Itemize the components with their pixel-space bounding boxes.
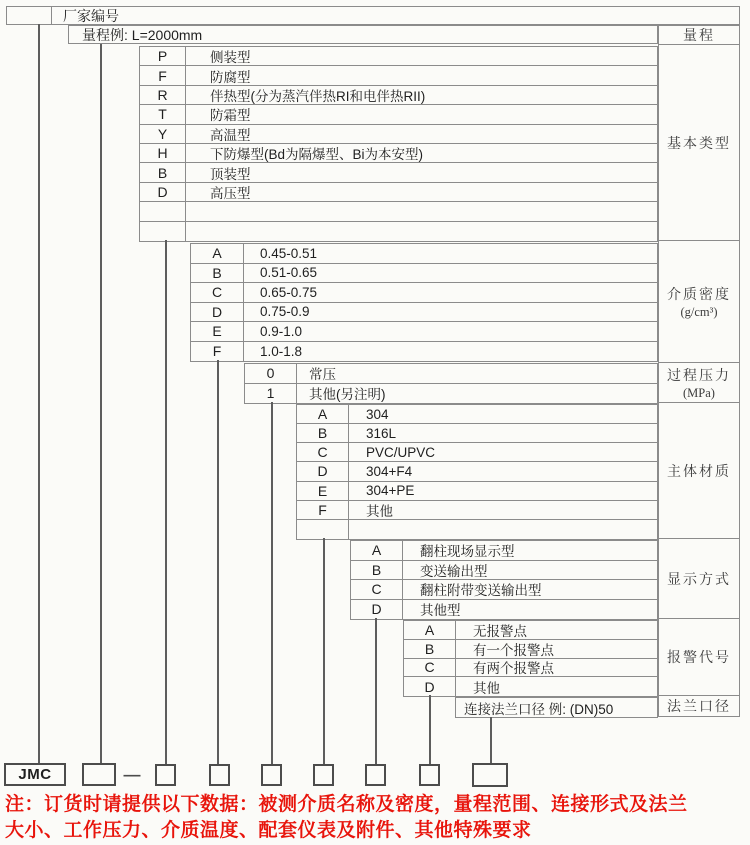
code-cell: E [297, 482, 349, 500]
factory-code-header [6, 6, 740, 25]
code-cell: A [404, 621, 456, 639]
table-row [351, 580, 657, 600]
table-row [297, 462, 657, 481]
table-row [140, 86, 657, 105]
table-alarm-code [403, 620, 658, 697]
connector-line [165, 240, 167, 764]
desc-cell: 1.0-1.8 [260, 343, 303, 359]
desc-cell: 其他型 [420, 603, 461, 619]
range-example-row [68, 25, 658, 44]
table-row [140, 183, 657, 202]
connector-line [271, 402, 273, 764]
desc-cell: 下防爆型(Bd为隔爆型、Bi为本安型) [210, 147, 424, 163]
code-cell: A [191, 244, 244, 263]
desc-cell [349, 520, 657, 539]
label-medium-density: 介质密度 (g/cm³) [659, 241, 739, 363]
code-cell: H [140, 144, 186, 162]
connector-line [323, 538, 325, 764]
code-cell: T [140, 105, 186, 123]
code-cell: F [140, 66, 186, 84]
table-row [404, 677, 657, 696]
table-row [351, 600, 657, 620]
code-cell: D [140, 183, 186, 201]
code-cell [297, 520, 349, 539]
code-cell [140, 202, 186, 220]
table-row [140, 163, 657, 182]
table-row [404, 659, 657, 678]
desc-cell: 高压型 [210, 185, 251, 201]
table-medium-density [190, 243, 658, 362]
code-cell: B [140, 163, 186, 181]
label-range: 量程 [659, 26, 739, 45]
desc-cell: 其他 [473, 680, 500, 696]
desc-cell: 翻柱附带变送输出型 [420, 583, 542, 599]
desc-cell: 其他(另注明) [309, 387, 386, 403]
desc-cell: 有两个报警点 [473, 661, 554, 677]
table-row [404, 640, 657, 659]
desc-cell: 0.45-0.51 [260, 245, 318, 261]
desc-cell: 0.9-1.0 [260, 323, 303, 339]
table-basic-type [139, 46, 658, 242]
table-row [191, 303, 657, 323]
table-process-pressure [244, 363, 658, 404]
connector-line [217, 360, 219, 764]
desc-cell: 其他 [366, 503, 393, 519]
model-prefix-box: JMC [4, 763, 66, 786]
desc-cell: 常压 [309, 367, 336, 383]
desc-cell: 侧装型 [210, 50, 251, 66]
desc-cell [186, 202, 657, 220]
table-row [245, 384, 657, 404]
code-cell: 1 [245, 384, 297, 404]
table-row [404, 621, 657, 640]
code-cell: B [297, 424, 349, 442]
table-row [351, 561, 657, 581]
table-row [297, 501, 657, 520]
code-box-flange-diameter [472, 763, 508, 787]
desc-cell: 316L [366, 425, 397, 441]
table-row [191, 264, 657, 284]
code-cell: E [191, 322, 244, 341]
desc-cell: 有一个报警点 [473, 642, 554, 658]
table-row [297, 405, 657, 424]
code-cell: P [140, 47, 186, 65]
code-box-body-material [313, 764, 334, 786]
connector-line [375, 618, 377, 764]
connector-line [100, 44, 102, 763]
code-cell: B [191, 264, 244, 283]
table-row [297, 424, 657, 443]
code-box-display-mode [365, 764, 386, 786]
flange-diameter-text: 连接法兰口径 例: (DN)50 [464, 701, 614, 717]
connector-line [429, 695, 431, 764]
code-cell: D [297, 462, 349, 480]
code-box-alarm-code [419, 764, 440, 786]
header-cell-divider [51, 7, 52, 24]
connector-line [38, 24, 40, 763]
code-cell: C [351, 580, 403, 599]
desc-cell: 0.75-0.9 [260, 304, 310, 320]
category-label-column [658, 25, 740, 717]
code-cell: C [191, 283, 244, 302]
table-body-material [296, 404, 658, 540]
code-cell: B [351, 561, 403, 580]
table-row [191, 342, 657, 362]
range-example-text: 量程例: L=2000mm [82, 26, 203, 43]
code-cell: B [404, 640, 456, 658]
dash-separator: — [123, 764, 141, 784]
code-cell: C [297, 443, 349, 461]
connector-line [490, 717, 492, 764]
code-cell: D [191, 303, 244, 322]
table-row [140, 125, 657, 144]
desc-cell: 变送输出型 [420, 563, 488, 579]
label-alarm-code: 报警代号 [659, 619, 739, 696]
table-row [140, 202, 657, 221]
desc-cell: 翻柱现场显示型 [420, 544, 515, 560]
table-row [297, 482, 657, 501]
desc-cell: 顶装型 [210, 166, 251, 182]
code-cell: C [404, 659, 456, 677]
table-display-mode [350, 540, 658, 620]
table-row [297, 443, 657, 462]
desc-cell: 304 [366, 406, 389, 422]
label-basic-type: 基本类型 [659, 45, 739, 241]
label-body-material: 主体材质 [659, 403, 739, 539]
table-row [191, 244, 657, 264]
code-cell: F [297, 501, 349, 519]
desc-cell: 304+F4 [366, 463, 413, 479]
code-box-medium-density [209, 764, 230, 786]
label-process-pressure: 过程压力 (MPa) [659, 363, 739, 403]
desc-cell: 304+PE [366, 483, 415, 499]
flange-diameter-row [455, 697, 658, 718]
code-cell: F [191, 342, 244, 362]
code-cell: Y [140, 125, 186, 143]
label-display-mode: 显示方式 [659, 539, 739, 619]
table-row [297, 520, 657, 539]
code-cell: D [404, 677, 456, 696]
label-flange-diameter: 法兰口径 [667, 700, 731, 715]
table-row [140, 222, 657, 241]
table-row [140, 47, 657, 66]
code-box-range [82, 763, 116, 786]
desc-cell: PVC/UPVC [366, 444, 436, 460]
desc-cell: 0.51-0.65 [260, 265, 318, 281]
code-cell: A [297, 405, 349, 423]
code-cell: 0 [245, 364, 297, 383]
table-row [140, 144, 657, 163]
desc-cell: 防霜型 [210, 108, 251, 124]
desc-cell: 0.65-0.75 [260, 284, 318, 300]
table-row [191, 322, 657, 342]
code-cell [140, 222, 186, 241]
table-row [191, 283, 657, 303]
code-box-process-pressure [261, 764, 282, 786]
table-row [140, 105, 657, 124]
desc-cell [186, 222, 657, 241]
code-box-basic-type [155, 764, 176, 786]
table-row [245, 364, 657, 384]
desc-cell: 伴热型(分为蒸汽伴热RI和电伴热RII) [210, 88, 426, 104]
order-note-line1: 注：订货时请提供以下数据：被测介质名称及密度，量程范围、连接形式及法兰 [5, 794, 688, 815]
code-cell: D [351, 600, 403, 620]
factory-code-label: 厂家编号 [63, 7, 119, 24]
desc-cell: 高温型 [210, 127, 251, 143]
code-cell: R [140, 86, 186, 104]
order-note-line2: 大小、工作压力、介质温度、配套仪表及附件、其他特殊要求 [5, 820, 532, 841]
code-cell: A [351, 541, 403, 560]
table-row [140, 66, 657, 85]
desc-cell: 无报警点 [473, 623, 527, 639]
order-note [5, 792, 747, 844]
desc-cell: 防腐型 [210, 69, 251, 85]
table-row [351, 541, 657, 561]
